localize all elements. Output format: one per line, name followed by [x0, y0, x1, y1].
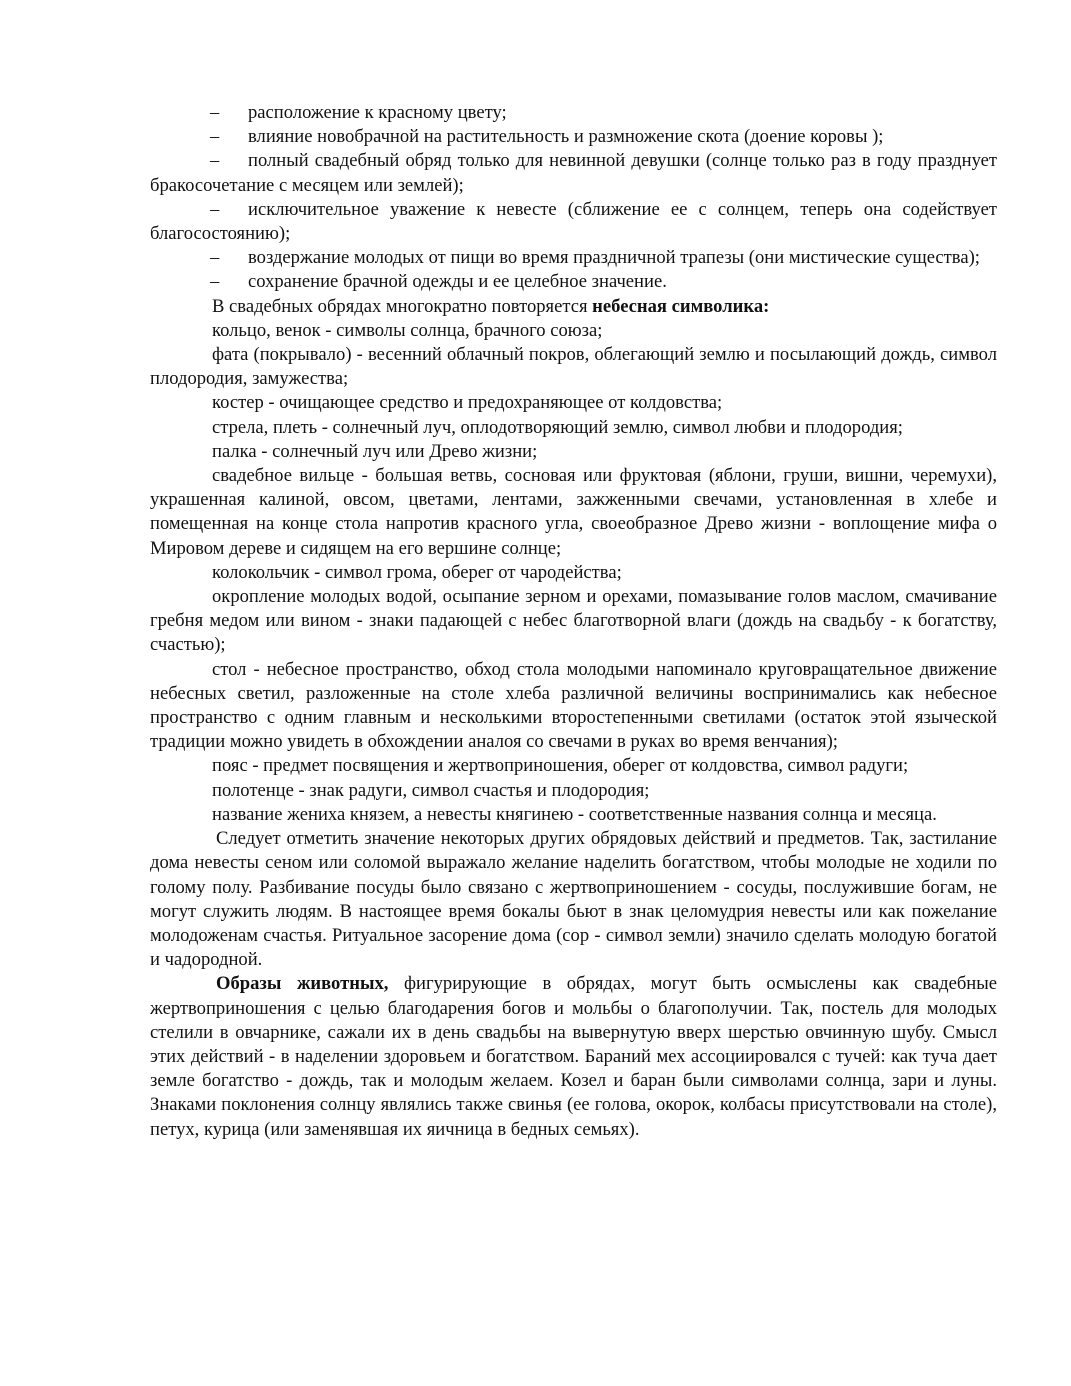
animals-paragraph-bold: Образы животных, [216, 973, 389, 995]
symbol-item: колокольчик - символ грома, оберег от чародейства; [212, 561, 622, 583]
animals-paragraph-text: фигурирующие в обрядах, могут быть осмыслены как свадебные жертвоприношения с целью благодарения богов и мольбы о благополучии. Так, постель для молодых стелили в овчарнике, сажали их в день свадьбы на вывернутую вверх шерстью овчинную шубу. Смысл этих действий - в наделении здоровьем и богатством. Бараний мех ассоциировался с тучей: как туча дает земле богатство - дождь, так и молодым желаем. Козел и баран были символами солнца, зари и луны. Знаками поклонения солнцу являлись также свинья (ее голова, окорок, колбасы присутствовали на столе), петух, курица (или заменявшая их яичница в бедных семьях). [150, 973, 997, 1140]
dash-marker: – [210, 247, 220, 269]
dash-marker: – [210, 198, 220, 220]
symbols-list [150, 319, 997, 827]
list-item [150, 246, 997, 270]
symbol-item: стрела, плеть - солнечный луч, оплодотворяющий землю, символ любви и плодородия; [212, 416, 903, 438]
celestial-intro-text: В свадебных обрядах многократно повторяется [212, 295, 593, 317]
symbol-item: палка - солнечный луч или Древо жизни; [212, 440, 538, 462]
dash-marker: – [210, 150, 220, 172]
list-item-text: полный свадебный обряд только для невинной девушки (солнце только раз в году празднует бракосочетание с месяцем или землей); [150, 150, 997, 196]
list-item-text: исключительное уважение к невесте (сближение ее с солнцем, теперь она содействует благосостоянию); [150, 198, 997, 245]
symbol-item: свадебное вильце - большая ветвь, сосновая или фруктовая (яблони, груши, вишни, черемухи), украшенная калиной, овсом, цветами, лентами, зажженными свечами, установленная в хлебе и помещенная на конце стола напротив красного угла, своеобразное Древо жизни - воплощение мифа о Мировом дереве и сидящем на его вершине солнце; [150, 465, 997, 559]
symbol-item: стол - небесное пространство, обход стола молодыми напоминало круговращательное движение небесных светил, разложенные на столе хлеба различной величины воспринимались как небесное пространство с одним главным и несколькими второстепенными светилами (остаток этой языческой традиции можно увидеть в обхождении аналоя со свечами в руках во время венчания); [150, 658, 997, 753]
celestial-intro [150, 295, 997, 319]
symbol-item: фата (покрывало) - весенний облачный покров, облегающий землю и посылающий дождь, символ плодородия, замужества; [150, 344, 997, 390]
dash-marker: – [210, 102, 220, 123]
symbol-item: кольцо, венок - символы солнца, брачного союза; [212, 319, 603, 341]
list-item-text: воздержание молодых от пищи во время праздничной трапезы (они мистические существа); [248, 247, 980, 269]
symbol-item: пояс - предмет посвящения и жертвоприношения, оберег от колдовства, символ радуги; [212, 755, 909, 777]
list-item [150, 125, 997, 149]
symbol-item: окропление молодых водой, осыпание зерном и орехами, помазывание голов маслом, смачивание гребня медом или вином - знаки падающей с небес благотворной влаги (дождь на свадьбу - к богатству, счастью); [150, 586, 997, 656]
list-item [150, 270, 997, 294]
dash-marker: – [210, 271, 220, 293]
animals-paragraph [150, 972, 997, 1141]
dash-marker: – [210, 126, 220, 148]
list-item-text: сохранение брачной одежды и ее целебное значение. [248, 271, 667, 293]
list-item [150, 149, 997, 197]
symbol-item: костер - очищающее средство и предохраняющее от колдовства; [212, 392, 723, 414]
list-item-text: влияние новобрачной на растительность и размножение скота (доение коровы ); [248, 126, 884, 148]
list-item-text: расположение к красному цвету; [248, 102, 507, 123]
ritual-paragraph: Следует отметить значение некоторых других обрядовых действий и предметов. Так, застилание дома невесты сеном или соломой выражало желание наделить богатством, чтобы молодые не ходили по голому полу. Разбивание посуды было связано с жертвоприношением - сосуды, послужившие богам, не могут служить людям. В настоящее время бокалы бьют в знак целомудрия невесты или как пожелание молодоженам счастья. Ритуальное засорение дома (сор - символ земли) значило сделать молодую богатой и чадородной. [150, 828, 997, 971]
symbol-item: название жениха князем, а невесты княгинею - соответственные названия солнца и месяца. [212, 803, 937, 825]
symbol-item: полотенце - знак радуги, символ счастья и плодородия; [212, 779, 650, 801]
traits-list [150, 101, 997, 295]
list-item [150, 101, 997, 125]
document-page [150, 101, 997, 1142]
celestial-intro-bold: небесная символика: [592, 295, 770, 317]
list-item [150, 198, 997, 246]
